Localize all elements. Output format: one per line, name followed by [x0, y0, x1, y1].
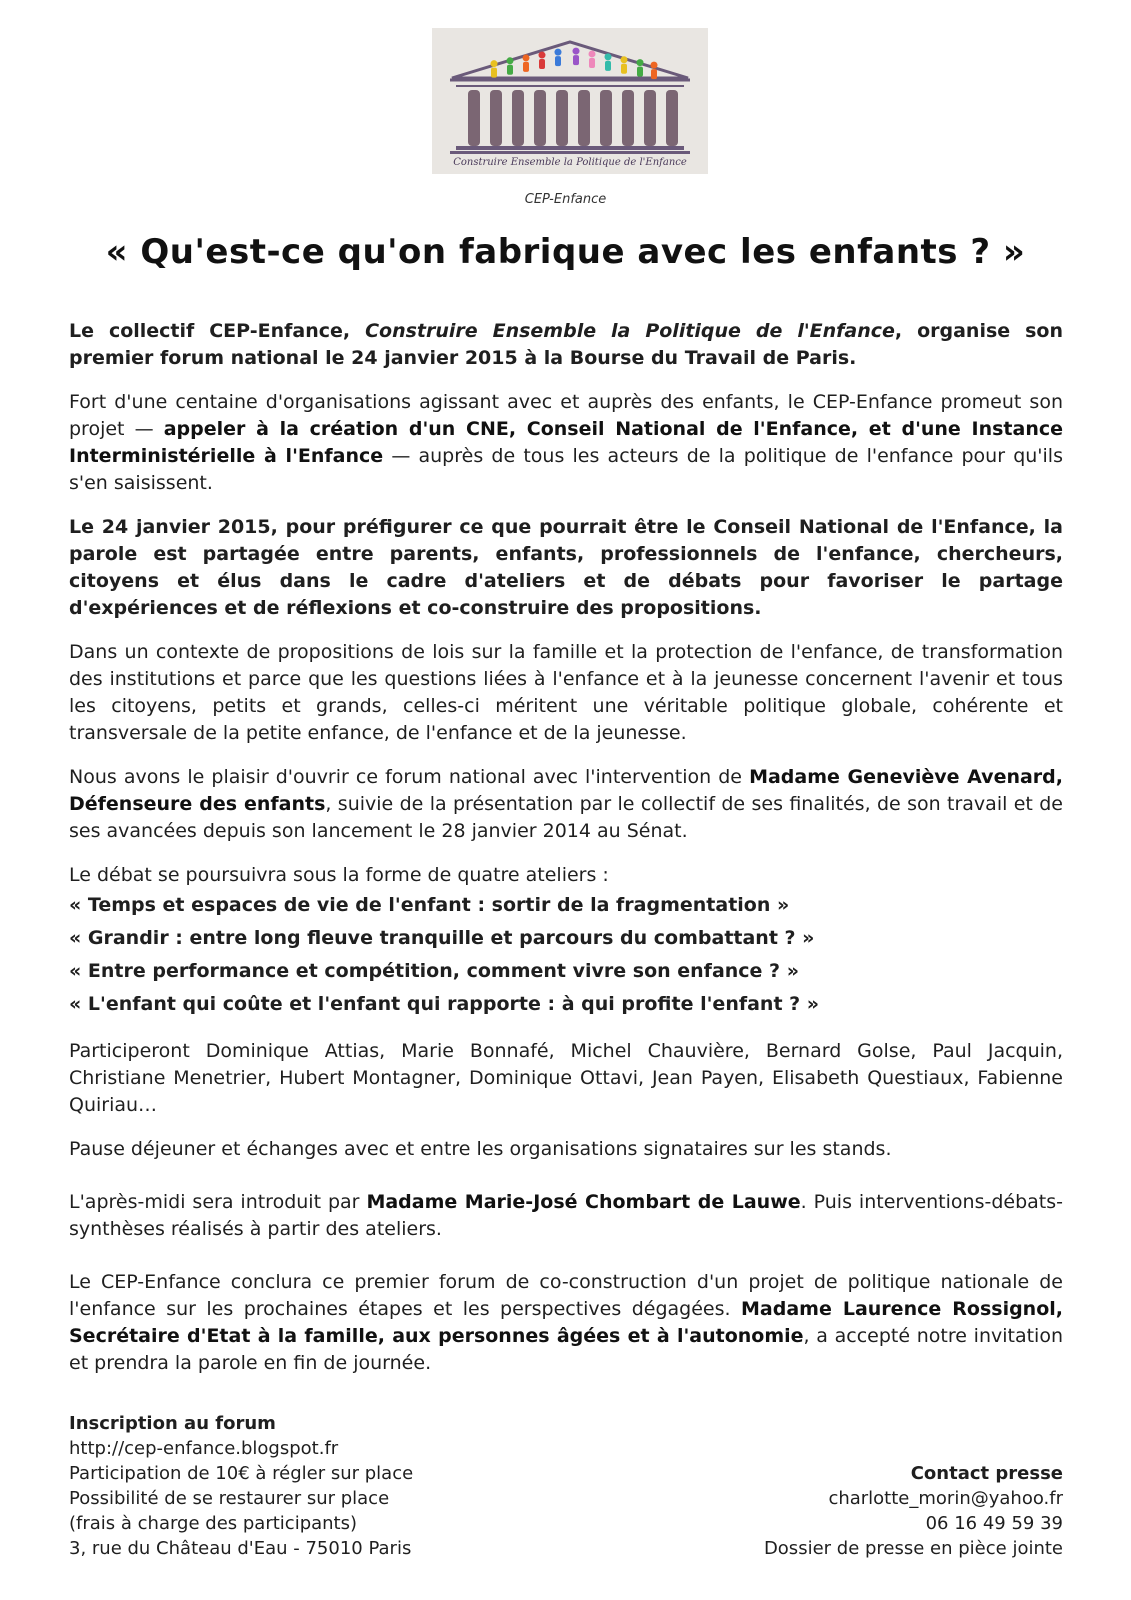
participants-paragraph: Participeront Dominique Attias, Marie Bonnafé, Michel Chauvière, Bernard Golse, Paul Jacquin, Christiane Menetrier, Hubert Montagner, Dominique Ottavi, Jean Payen, Elisabeth Questiaux, Fabienne Quiriau… [69, 1040, 1063, 1116]
project-paragraph [69, 389, 1063, 497]
child-figure-icon [573, 48, 580, 55]
afternoon-part-a: L'après-midi sera introduit par [69, 1191, 367, 1213]
child-figure-icon [651, 69, 657, 79]
child-figure-icon [539, 59, 545, 69]
registration-line: (frais à charge des participants) [69, 1513, 358, 1534]
logo [432, 28, 708, 174]
press-contact-phone: 06 16 49 59 39 [925, 1513, 1063, 1534]
logo-caption: CEP-Enfance [524, 192, 607, 207]
workshops-intro: Le débat se poursuivra sous la forme de quatre ateliers : [69, 864, 609, 886]
child-figure-icon [621, 56, 628, 63]
workshop-item: « Grandir : entre long fleuve tranquille et parcours du combattant ? » [69, 927, 815, 949]
child-figure-icon [507, 57, 514, 64]
temple-children-logo-icon [432, 28, 708, 174]
child-figure-icon [637, 59, 644, 66]
intro-part-a: Le collectif CEP-Enfance, [69, 320, 366, 342]
afternoon-part-c: . Puis interventions-débats-synthèses réalisés à partir des ateliers. [69, 1191, 1063, 1240]
child-figure-icon [491, 68, 497, 78]
context-paragraph: Dans un contexte de propositions de lois sur la famille et la protection de l'enfance, de transformation des institutions et parce que les questions liées à l'enfance et à la jeunesse concernent l'avenir et tous les citoyens, petits et grands, celles-ci méritent une véritable politique globale, cohérente et transversale de la petite enfance, de l'enfance et de la jeunesse. [69, 641, 1063, 744]
project-part-a: Fort d'une centaine d'organisations agissant avec et auprès des enfants, le CEP-Enfance promeut son projet — [69, 391, 1063, 440]
closing-part-a: Le CEP-Enfance conclura ce premier forum de co-construction d'un projet de politique nationale de l'enfance sur les prochaines étapes et les perspectives dégagées. [69, 1271, 1063, 1320]
child-figure-icon [555, 49, 562, 56]
opening-part-c: , suivie de la présentation par le collectif de ses finalités, de son travail et de ses avancées depuis son lancement le 28 janvier 2014 au Sénat. [69, 793, 1063, 842]
child-figure-icon [651, 62, 658, 69]
child-figure-icon [589, 50, 596, 57]
child-figure-icon [605, 53, 612, 60]
opening-part-b: Madame Geneviève Avenard, Défenseure des enfants [69, 766, 1063, 815]
child-figure-icon [605, 61, 611, 71]
workshop-item: « L'enfant qui coûte et l'enfant qui rapporte : à qui profite l'enfant ? » [69, 993, 820, 1015]
registration-line: Participation de 10€ à régler sur place [69, 1463, 414, 1484]
workshops [69, 862, 1063, 1021]
workshop-item: « Entre performance et compétition, comment vivre son enfance ? » [69, 960, 799, 982]
project-part-b: appeler à la création d'un CNE, Conseil National de l'Enfance, et d'une Instance Interministérielle à l'Enfance [69, 418, 1063, 467]
press-contact-heading: Contact presse [910, 1463, 1063, 1484]
closing-part-b: Madame Laurence Rossignol, Secrétaire d'Etat à la famille, aux personnes âgées et à l'autonomie [69, 1298, 1063, 1347]
press-contact [764, 1461, 1063, 1561]
child-figure-icon [621, 64, 627, 74]
page-title: « Qu'est-ce qu'on fabrique avec les enfants ? » [105, 232, 1026, 272]
child-figure-icon [555, 56, 561, 66]
forum-paragraph: Le 24 janvier 2015, pour préfigurer ce que pourrait être le Conseil National de l'Enfance, la parole est partagée entre parents, enfants, professionnels de l'enfance, chercheurs, citoyens et élus dans le cadre d'ateliers et de débats pour favoriser le partage d'expériences et de réflexions et co-construire des propositions. [69, 516, 1063, 619]
press-contact-email[interactable]: charlotte_morin@yahoo.fr [828, 1488, 1063, 1509]
closing-paragraph [69, 1269, 1063, 1377]
workshop-item: « Temps et espaces de vie de l'enfant : sortir de la fragmentation » [69, 894, 790, 916]
afternoon-paragraph [69, 1189, 1063, 1243]
press-release-body [69, 318, 1063, 1394]
registration-line: 3, rue du Château d'Eau - 75010 Paris [69, 1538, 412, 1559]
child-figure-icon [523, 62, 529, 72]
intro-part-c: , organise son premier forum national le 24 janvier 2015 à la Bourse du Travail de Paris. [69, 320, 1063, 369]
lunch-paragraph: Pause déjeuner et échanges avec et entre les organisations signataires sur les stands. [69, 1138, 892, 1160]
child-figure-icon [589, 58, 595, 68]
child-figure-icon [523, 54, 530, 61]
registration-link[interactable]: http://cep-enfance.blogspot.fr [69, 1438, 339, 1459]
child-figure-icon [637, 67, 643, 77]
opening-part-a: Nous avons le plaisir d'ouvrir ce forum national avec l'intervention de [69, 766, 750, 788]
registration-heading: Inscription au forum [69, 1413, 276, 1434]
child-figure-icon [507, 65, 513, 75]
registration-info [69, 1411, 413, 1561]
project-part-c: — auprès de tous les acteurs de la politique de l'enfance pour qu'ils s'en saisissent. [69, 445, 1063, 494]
intro-paragraph [69, 318, 1063, 372]
intro-part-b: Construire Ensemble la Politique de l'Enfance [365, 320, 895, 342]
logo-tagline: Construire Ensemble la Politique de l'Enfance [453, 157, 687, 168]
child-figure-icon [491, 60, 498, 67]
afternoon-part-b: Madame Marie-José Chombart de Lauwe [366, 1191, 801, 1213]
registration-line: Possibilité de se restaurer sur place [69, 1488, 390, 1509]
child-figure-icon [573, 55, 579, 65]
child-figure-icon [539, 52, 546, 59]
press-contact-note: Dossier de presse en pièce jointe [763, 1538, 1063, 1559]
closing-part-c: , a accepté notre invitation et prendra la parole en fin de journée. [69, 1325, 1063, 1374]
opening-paragraph [69, 764, 1063, 845]
